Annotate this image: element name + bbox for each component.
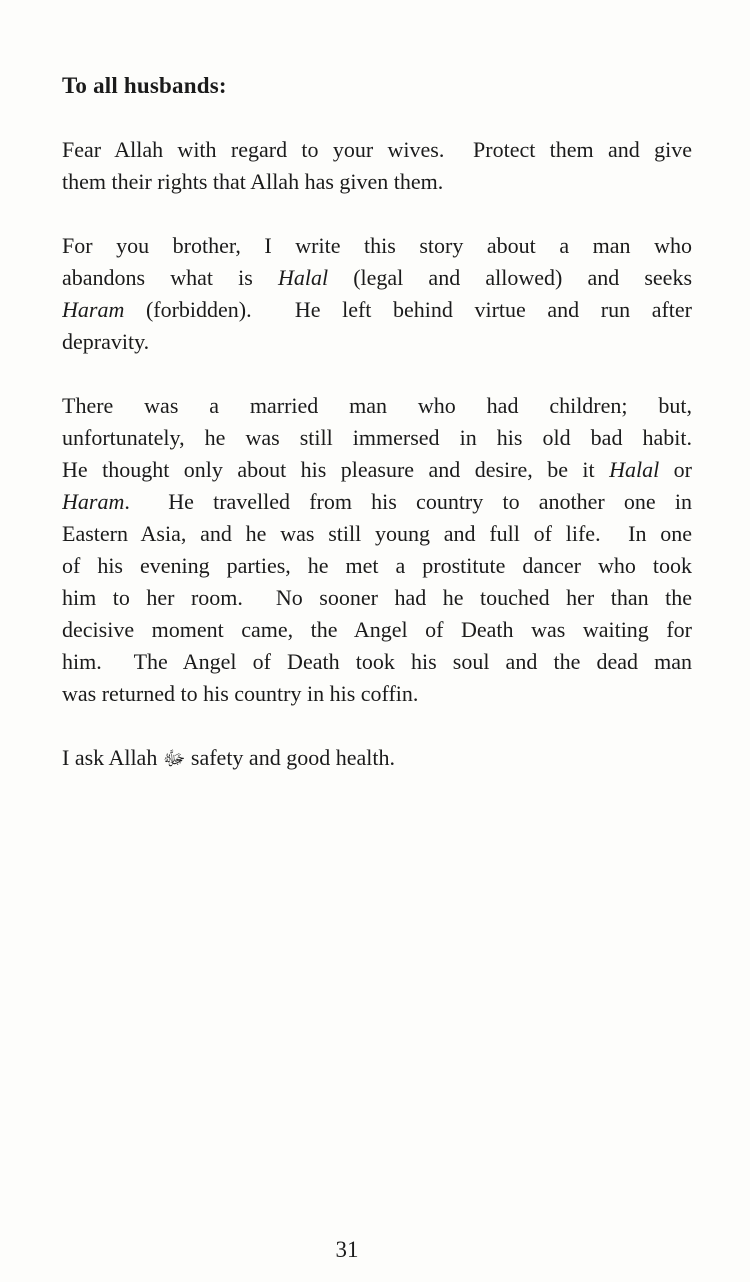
text-line xyxy=(62,262,692,294)
page-heading: To all husbands: xyxy=(62,73,227,98)
text-segment: depravity. xyxy=(62,329,150,354)
text-segment: unfortunately, he was still immersed in his old bad habit. xyxy=(62,425,692,450)
paragraph xyxy=(62,230,692,358)
text-segment: . He travelled from his country to another one in xyxy=(124,489,692,514)
text-segment: him. The Angel of Death took his soul and the dead man xyxy=(62,649,692,674)
page-body xyxy=(62,70,692,806)
text-line xyxy=(62,134,692,166)
text-line xyxy=(62,582,692,614)
text-segment: or xyxy=(659,457,692,482)
text-line xyxy=(62,326,692,358)
text-line xyxy=(62,230,692,262)
text-line xyxy=(62,614,692,646)
text-line xyxy=(62,166,692,198)
text-segment: was returned to his country in his coffin. xyxy=(62,681,419,706)
text-line xyxy=(62,646,692,678)
page-number-container xyxy=(0,1234,750,1266)
text-line xyxy=(62,454,692,486)
paragraph xyxy=(62,390,692,710)
text-line xyxy=(62,390,692,422)
text-segment: Halal xyxy=(277,265,329,290)
text-line xyxy=(62,550,692,582)
paragraph xyxy=(62,134,692,198)
text-segment: Haram xyxy=(62,297,125,322)
page-number: 31 xyxy=(335,1237,359,1262)
text-segment: decisive moment came, the Angel of Death was waiting for xyxy=(62,617,692,642)
text-line xyxy=(62,678,692,710)
text-segment: Haram xyxy=(62,489,125,514)
text-segment: abandons what is xyxy=(62,265,278,290)
text-segment: of his evening parties, he met a prostitute dancer who took xyxy=(62,553,692,578)
text-line xyxy=(62,486,692,518)
text-segment: (legal and allowed) and seeks xyxy=(328,265,692,290)
text-segment: I ask Allah xyxy=(62,745,163,770)
text-segment: Halal xyxy=(609,457,660,482)
text-segment: Eastern Asia, and he was still young and full of life. In one xyxy=(62,521,692,546)
text-line xyxy=(62,742,692,774)
allah-honorific-icon: ﷻ xyxy=(162,746,186,770)
text-segment: (forbidden). He left behind virtue and run after xyxy=(124,297,692,322)
text-line xyxy=(62,422,692,454)
text-segment: There was a married man who had children; but, xyxy=(62,393,692,418)
text-segment: He thought only about his pleasure and desire, be it xyxy=(62,457,610,482)
text-segment: Fear Allah with regard to your wives. Protect them and give xyxy=(62,137,692,162)
text-line xyxy=(62,294,692,326)
paragraph xyxy=(62,742,692,774)
text-segment: safety and good health. xyxy=(185,745,395,770)
text-line xyxy=(62,518,692,550)
text-segment: them their rights that Allah has given them. xyxy=(62,169,444,194)
text-segment: him to her room. No sooner had he touched her than the xyxy=(62,585,692,610)
text-segment: For you brother, I write this story about a man who xyxy=(62,233,692,258)
paragraphs xyxy=(62,134,692,774)
